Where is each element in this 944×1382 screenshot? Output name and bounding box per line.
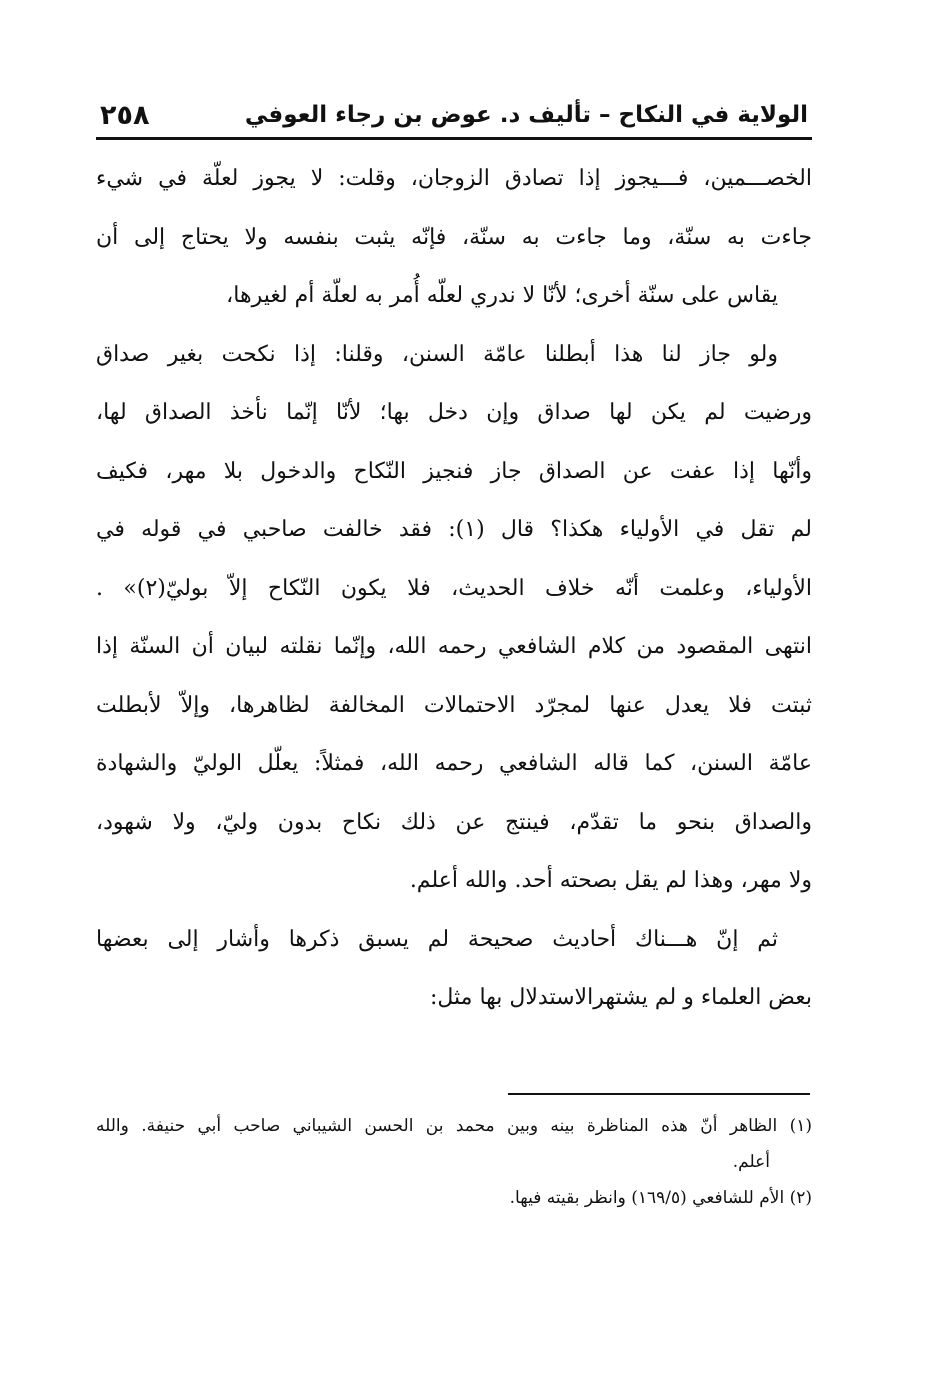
text-line: والصداق بنحو ما تقدّم، فينتج عن ذلك نكاح بدون وليّ، ولا شهود، [96,809,812,835]
text-line: لم تقل في الأولياء هكذا؟ قال (١): فقد خالفت صاحبي في قوله في [96,517,813,542]
text-line: ثبتت فلا يعدل عنها لمجرّد الاحتمالات المخالفة لظاهرها، وإلاّ لأبطلت [96,692,812,718]
footnote-line: (٢) الأم للشافعي (١٦٩/٥) وانظر بقيته فيها. [509,1188,812,1208]
text-line: يقاس على سنّة أخرى؛ لأنّا لا ندري لعلّه أُمر به لعلّة أم لغيرها، [226,283,778,308]
text-line: ولا مهر، وهذا لم يقل بصحته أحد. والله أعلم. [409,868,812,893]
text-line: ثم إنّ هـــناك أحاديث صحيحة لم يسبق ذكرها وأشار إلى بعضها [96,926,778,952]
page-number: ٢٥٨ [100,100,150,131]
footnote-divider [508,1093,810,1095]
text-line: وأنّها إذا عفت عن الصداق جاز فنجيز النّكاح والدخول بلا مهر، فكيف [96,458,812,484]
text-line: ولو جاز لنا هذا أبطلنا عامّة السنن، وقلنا: إذا نكحت بغير صداق [96,341,778,367]
text-line: الأولياء، وعلمت أنّه خلاف الحديث، فلا يكون النّكاح إلاّ بوليّ(٢)» . [96,575,812,601]
footnote-line: أعلم. [732,1152,770,1172]
text-line: انتهى المقصود من كلام الشافعي رحمه الله، وإنّما نقلته لبيان أن السنّة إذا [96,634,812,659]
main-text [96,150,812,1028]
text-line: جاءت به سنّة، وما جاءت به سنّة، فإنّه يثبت بنفسه ولا يحتاج إلى أن [96,224,812,250]
header-divider [96,137,812,140]
text-line: ورضيت لم يكن لها صداق وإن دخل بها؛ لأنّا إنّما نأخذ الصداق لها، [96,400,812,425]
text-line: الخصـــمين، فـــيجوز إذا تصادق الزوجان، وقلت: لا يجوز لعلّة في شيء [96,166,812,191]
book-title: الولاية في النكاح – تأليف د. عوض بن رجاء العوفي [244,102,808,128]
footnotes [96,1108,812,1216]
text-line: بعض العلماء و لم يشتهرالاستدلال بها مثل: [429,985,812,1010]
running-header [96,96,812,140]
text-line: عامّة السنن، كما قاله الشافعي رحمه الله، فمثلاً: يعلّل الوليّ والشهادة [96,751,812,776]
footnote-line: (١) الظاهر أنّ هذه المناظرة بينه وبين محمد بن الحسن الشيباني صاحب أبي حنيفة. والله [96,1116,812,1136]
